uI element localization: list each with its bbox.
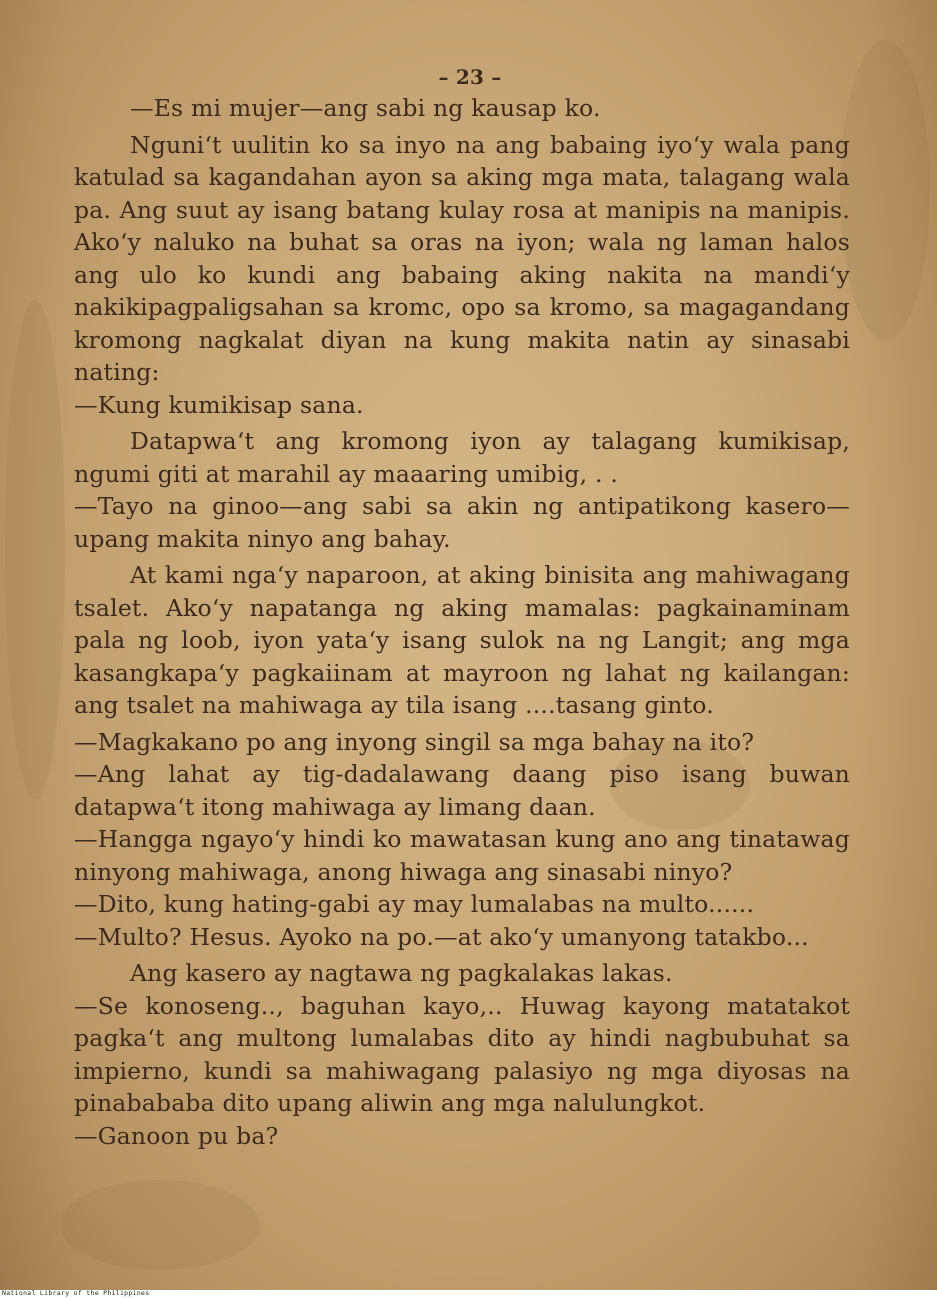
- paper-stain: [840, 40, 930, 340]
- paragraph: —Multo? Hesus. Ayoko na po.—at ako‘y umanyong tatakbo...: [74, 922, 809, 951]
- paragraph: —Kung kumikisap sana.: [74, 390, 364, 419]
- page-number: – 23 –: [438, 65, 502, 89]
- paragraph: —Magkakano po ang inyong singil sa mga bahay na ito?: [74, 727, 755, 756]
- paragraph: —Ganoon pu ba?: [74, 1121, 279, 1150]
- paragraph: —Es mi mujer—ang sabi ng kausap ko.: [130, 94, 601, 122]
- paragraph: —Dito, kung hating-gabi ay may lumalabas na multo......: [74, 890, 755, 918]
- library-credit-text: National Library of the Philippines: [2, 1289, 150, 1297]
- paragraph: —Hangga ngayo‘y hindi ko mawatasan kung ano ang tinatawag ninyong mahiwaga, anong hiwaga ang sinasabi ninyo?: [74, 825, 850, 886]
- paragraph: —Tayo na ginoo—ang sabi sa akin ng antipatikong kasero—upang makita ninyo ang bahay.: [74, 492, 850, 553]
- paragraph: At kami nga‘y naparoon, at aking binisita ang mahiwagang tsalet. Ako‘y napatanga ng aking mamalas: pagkainaminam pala ng loob, iyon yata‘y isang sulok na ng Langit; ang mga kasangkapa‘y pagkaiinam at mayroon ng lahat ng kailangan: ang tsalet na mahiwaga ay tila isang ....tasang ginto.: [74, 561, 850, 719]
- paragraph: —Se konoseng.., baguhan kayo,.. Huwag kayong matatakot pagka‘t ang multong lumalabas dito ay hindi nagbubuhat sa impierno, kundi sa mahiwagang palasiyo ng mga diyosas na pinabababa dito upang aliwin ang mga nalulungkot.: [74, 991, 850, 1117]
- paragraph: Datapwa‘t ang kromong iyon ay talagang kumikisap, ngumi giti at marahil ay maaaring umibig, . .: [74, 427, 850, 488]
- paragraph: —Ang lahat ay tig-dadalawang daang piso isang buwan datapwa‘t itong mahiwaga ay limang daan.: [74, 760, 850, 821]
- library-credit: [0, 1290, 937, 1298]
- paper-stain: [60, 1180, 260, 1270]
- page-text: [74, 62, 850, 1152]
- paper-stain: [5, 300, 65, 800]
- paragraph: Ang kasero ay nagtawa ng pagkalakas lakas.: [130, 959, 673, 987]
- paragraph: Nguni‘t uulitin ko sa inyo na ang babaing iyo‘y wala pang katulad sa kagandahan ayon sa aking mga mata, talagang wala pa. Ang suut ay isang batang kulay rosa at manipis na manipis. Ako‘y naluko na buhat sa oras na iyon; wala ng laman halos ang ulo ko kundi ang babaing aking nakita na mandi‘y nakikipagpaligsahan sa kromc, opo sa kromo, sa magagandang kromong nagkalat diyan na kung makita natin ay sinasabi nating:: [74, 130, 850, 386]
